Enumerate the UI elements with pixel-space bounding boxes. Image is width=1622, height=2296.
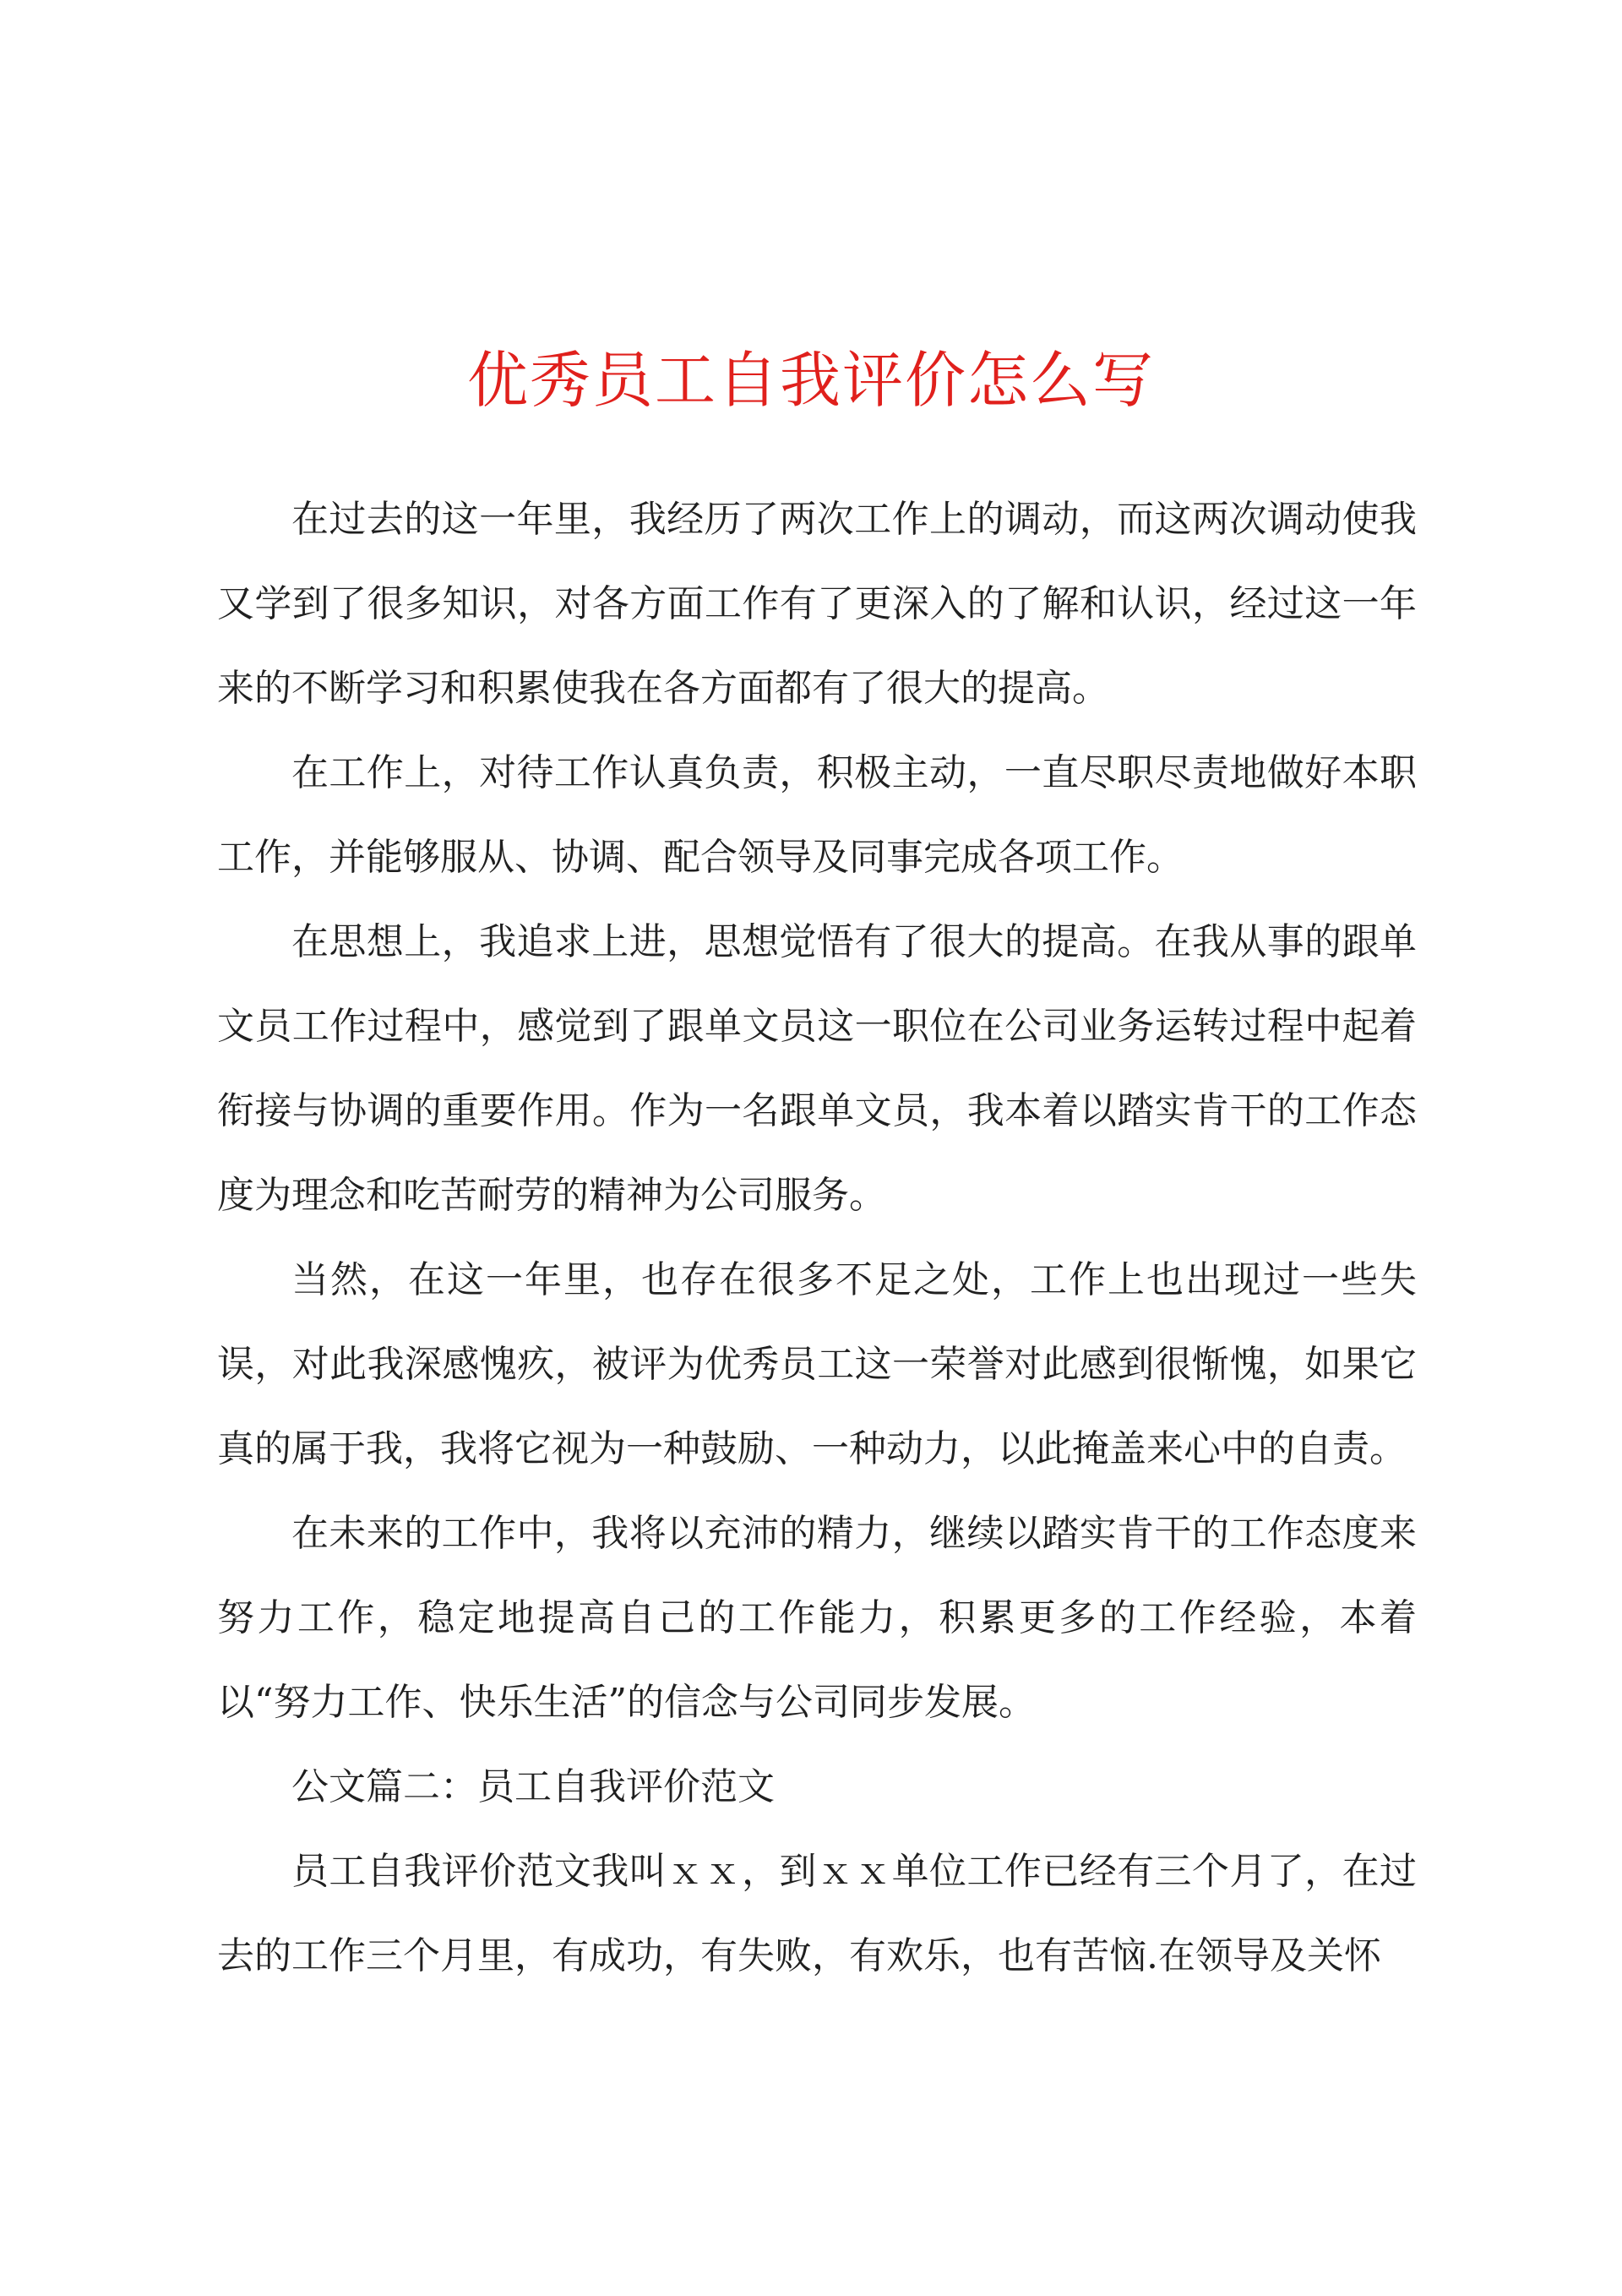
body-paragraph: 在工作上，对待工作认真负责，积极主动，一直尽职尽责地做好本职工作，并能够服从、协调、配合领导及同事完成各项工作。 — [217, 751, 1417, 879]
body-paragraph: 在思想上，我追求上进，思想觉悟有了很大的提高。在我从事的跟单文员工作过程中，感觉到了跟单文员这一职位在公司业务运转过程中起着衔接与协调的重要作用。作为一名跟单文员，我本着以踏实肯干的工作态度为理念和吃苦耐劳的精神为公司服务。 — [217, 920, 1417, 1217]
body-paragraph: 在未来的工作中，我将以充沛的精力，继续以踏实肯干的工作态度来努力工作，稳定地提高自己的工作能力，积累更多的工作经验，本着以“努力工作、快乐生活”的信念与公司同步发展。 — [217, 1512, 1417, 1724]
body-paragraph: 员工自我评价范文我叫ｘｘ，到ｘｘ单位工作已经有三个月了，在过去的工作三个月里，有成功，有失败，有欢乐，也有苦恼.在领导及关怀 — [217, 1850, 1417, 1977]
document-title: 优秀员工自我评价怎么写 — [466, 345, 1155, 416]
section-heading: 公文篇二：员工自我评价范文 — [291, 1765, 775, 1808]
body-paragraph: 当然，在这一年里，也存在很多不足之处，工作上也出现过一些失误，对此我深感愧疚，被评为优秀员工这一荣誉对此感到很惭愧，如果它真的属于我，我将它视为一种鼓励、一种动力，以此掩盖来心中的自责。 — [217, 1258, 1417, 1470]
document-body — [217, 477, 1417, 1999]
body-paragraph: 在过去的这一年里，我经历了两次工作上的调动，而这两次调动使我又学到了很多知识，对各方面工作有了更深入的了解和认识，经过这一年来的不断学习和积累使我在各方面都有了很大的提高。 — [217, 498, 1417, 710]
